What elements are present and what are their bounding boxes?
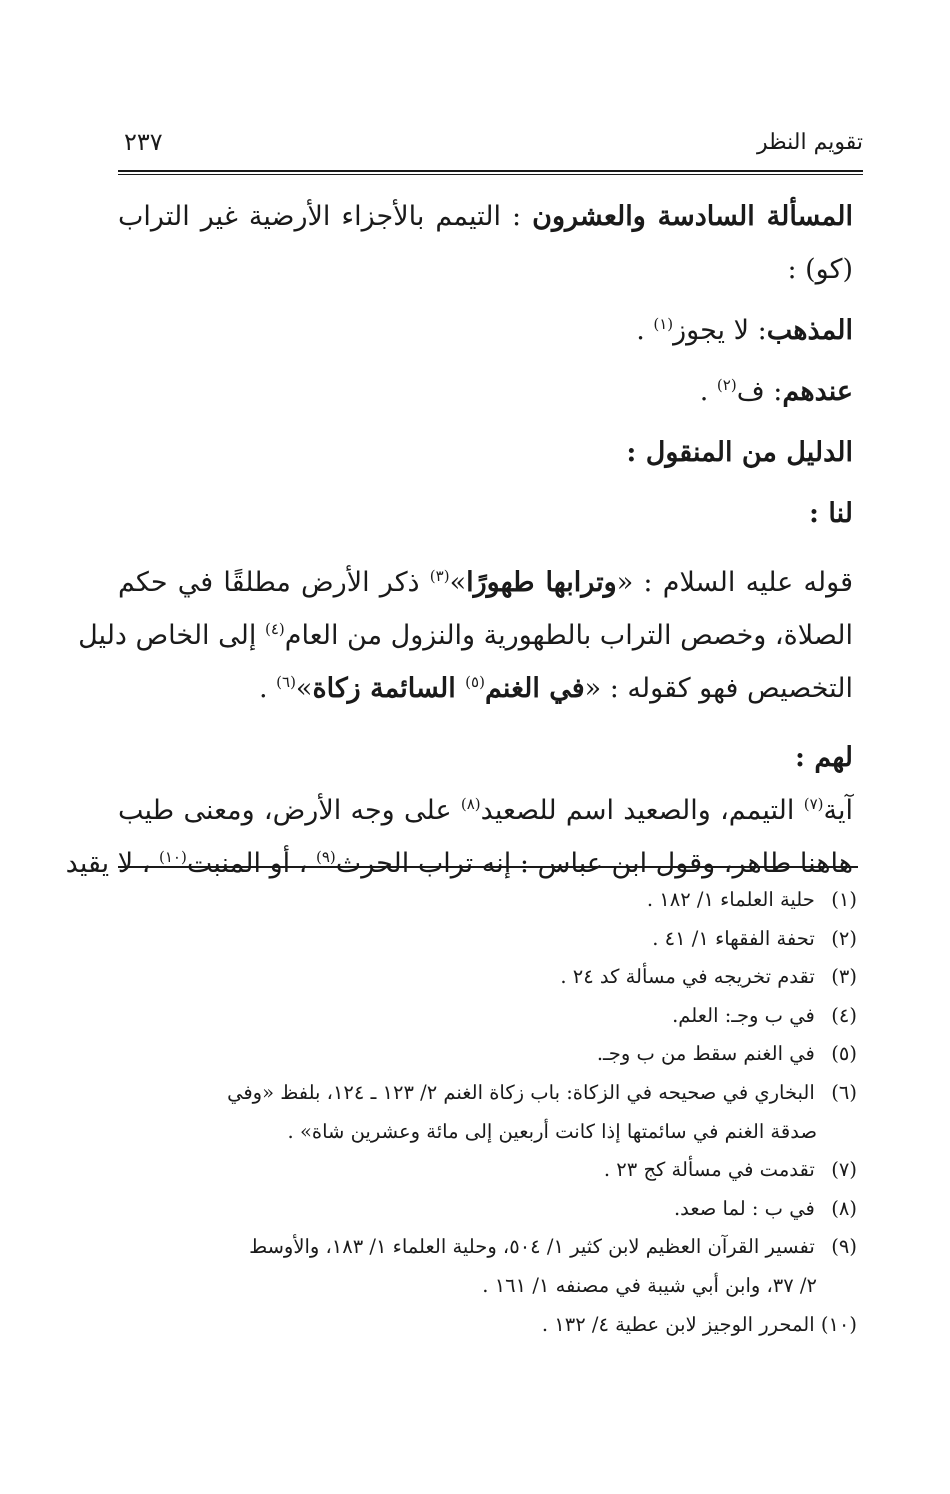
footnote-number: (٢): [831, 926, 857, 950]
footnote-text: تحفة الفقهاء ١/ ٤١ .: [652, 926, 815, 950]
madhhab-label: المذهب: [766, 315, 853, 346]
footnote-number: (١٠): [820, 1312, 857, 1336]
text-span: »: [295, 673, 313, 704]
footnote: [112, 958, 857, 997]
main-text: [65, 190, 854, 890]
footnote: [112, 1074, 857, 1113]
madhhab-end: .: [636, 315, 654, 346]
footnote-continuation: [112, 1267, 857, 1306]
footnote: [112, 997, 857, 1036]
footnote-text: تقدم تخريجه في مسألة كد ٢٤ .: [560, 965, 815, 989]
text-span: .: [258, 673, 277, 704]
footnote-text: في ب وجـ: العلم.: [672, 1003, 815, 1027]
footnote-number: (١): [831, 888, 857, 911]
footnote: [112, 1228, 857, 1267]
footnote: [112, 1306, 857, 1345]
footnote-number: (٩): [831, 1235, 857, 1259]
dalil-heading: الدليل من المنقول :: [626, 437, 853, 468]
para1-line3: [118, 662, 853, 715]
header-title: تقويم النظر: [756, 130, 863, 155]
footnote: [112, 881, 857, 920]
footnote-number: (٤): [831, 1003, 857, 1027]
running-header: [118, 120, 863, 160]
footnote-number: (٣): [831, 965, 857, 989]
text-span: على وجه الأرض، ومعنى طيب: [118, 795, 461, 826]
hadith-quote: وترابها طهورًا: [466, 567, 617, 598]
text-span: قوله عليه السلام : «: [616, 567, 854, 598]
footnote-text: في ب : لما صعد.: [673, 1196, 815, 1220]
issue-heading-tail: (كو) :: [787, 254, 853, 285]
text-span: التخصيص فهو كقوله : «: [584, 673, 853, 704]
footnote-number: (٥): [831, 1042, 857, 1066]
lahum-heading: لهم :: [794, 742, 853, 773]
footnote-text: تفسير القرآن العظيم لابن كثير ١/ ٥٠٤، وحلية العلماء ١/ ١٨٣، والأوسط: [249, 1235, 815, 1259]
text-span: إلى الخاص دليل: [78, 620, 265, 651]
header-rule: [118, 170, 863, 175]
indahum-label: عندهم: [782, 376, 853, 407]
para2-line1: [118, 784, 853, 837]
hadith-quote: السائمة زكاة: [312, 673, 466, 704]
footnote-ref-5: (٥): [465, 673, 485, 691]
text-span: »: [449, 567, 467, 598]
footnote-number: (٧): [831, 1158, 857, 1182]
footnote-text: تقدمت في مسألة كج ٢٣ .: [603, 1158, 815, 1182]
para1-line2: [78, 609, 853, 662]
para1-line1: [118, 556, 853, 609]
footnote-text: المحرر الوجيز لابن عطية ٤/ ١٣٢ .: [541, 1312, 815, 1336]
text-span: التيمم، والصعيد اسم للصعيد: [480, 795, 804, 826]
footnote-ref-3: (٣): [429, 567, 450, 585]
footnote-number: (٨): [831, 1196, 857, 1220]
indahum-text: : ف: [736, 376, 783, 407]
footnote: [112, 1190, 857, 1229]
page-number: ٢٣٧: [124, 128, 163, 156]
footnote-text: البخاري في صحيحه في الزكاة: باب زكاة الغنم ٢/ ١٢٣ ـ ١٢٤، بلفظ «وفي: [227, 1080, 815, 1104]
text-span: ذكر الأرض مطلقًا في حكم: [118, 567, 430, 598]
text-span: هاهنا طاهر، وقول ابن عباس : إنه تراب الحرث: [335, 848, 853, 879]
text-span: ، لا يقيد: [65, 848, 159, 879]
text-span: الصلاة، وخصص التراب بالطهورية والنزول من العام: [284, 620, 853, 651]
issue-heading: [118, 190, 853, 243]
footnote-ref-2: (٢): [716, 376, 737, 394]
footnote-ref-1: (١): [653, 315, 674, 333]
footnote-ref-4: (٤): [264, 620, 285, 638]
footnote-ref-10: (١٠): [159, 848, 187, 866]
text-span: ، أو المنبت: [186, 848, 316, 879]
issue-heading-bold: المسألة السادسة والعشرون: [532, 201, 853, 232]
text-span: آية: [823, 795, 853, 826]
footnote-ref-8: (٨): [460, 795, 481, 813]
footnote: [112, 1151, 857, 1190]
issue-heading-rest: : التيمم بالأجزاء الأرضية غير التراب: [118, 201, 522, 232]
madhhab-line: [118, 304, 853, 357]
footnotes: [112, 881, 857, 1344]
madhhab-text: : لا يجوز: [673, 315, 767, 346]
footnote-text: صدقة الغنم في سائمتها إذا كانت أربعين إلى مائة وعشرين شاة» .: [287, 1119, 817, 1143]
footnote-ref-6: (٦): [276, 673, 296, 691]
indahum-line: [118, 365, 853, 418]
hadith-quote: في الغنم: [484, 673, 585, 704]
footnote-number: (٦): [831, 1080, 857, 1104]
footnote-rule: [118, 866, 858, 868]
lana-heading: لنا :: [809, 498, 853, 529]
footnote-text: في الغنم سقط من ب وجـ.: [596, 1042, 815, 1066]
footnote-text: حلية العلماء ١/ ١٨٢ .: [646, 888, 815, 911]
footnote-ref-9: (٩): [316, 848, 336, 866]
footnote-text: ٢/ ٣٧، وابن أبي شيبة في مصنفه ١/ ١٦١ .: [482, 1273, 817, 1297]
footnote: [112, 1035, 857, 1074]
footnote-ref-7: (٧): [803, 795, 824, 813]
footnote: [112, 920, 857, 959]
indahum-end: .: [699, 376, 717, 407]
footnote-continuation: [112, 1113, 857, 1152]
